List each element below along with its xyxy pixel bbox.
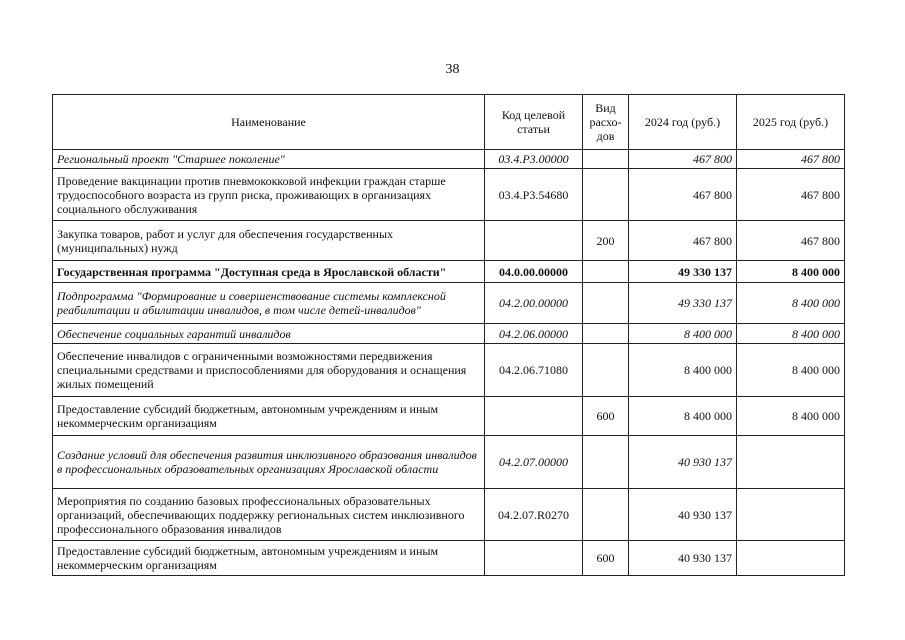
row-2025-amount-cell [737,541,845,576]
budget-body [53,150,845,576]
row-code-cell [485,397,583,436]
row-2024-amount-cell: 467 800 [629,169,737,221]
row-2024-amount-cell: 467 800 [629,221,737,261]
row-expense-type-cell: 200 [583,221,629,261]
header-code: Код целевой статьи [485,95,583,150]
table-row [53,489,845,541]
row-2025-amount-cell: 8 400 000 [737,324,845,344]
row-2025-amount-cell: 467 800 [737,169,845,221]
table-row [53,261,845,283]
row-expense-type-cell: 600 [583,541,629,576]
row-2024-amount-cell: 40 930 137 [629,489,737,541]
table-row [53,397,845,436]
row-code-cell: 03.4.Р3.00000 [485,150,583,169]
row-name-cell: Закупка товаров, работ и услуг для обеспечения государственных (муниципальных) нужд [53,221,485,261]
row-expense-type-cell [583,344,629,397]
row-2025-amount-cell: 467 800 [737,150,845,169]
table-row [53,283,845,324]
row-expense-type-cell [583,150,629,169]
row-2025-amount-cell: 8 400 000 [737,261,845,283]
row-expense-type-cell [583,489,629,541]
row-2024-amount-cell: 467 800 [629,150,737,169]
row-code-cell: 04.2.07.R0270 [485,489,583,541]
budget-table [52,94,845,576]
header-2024: 2024 год (руб.) [629,95,737,150]
table-row [53,221,845,261]
row-code-cell [485,221,583,261]
row-2024-amount-cell: 8 400 000 [629,324,737,344]
row-name-cell: Региональный проект "Старшее поколение" [53,150,485,169]
row-expense-type-cell [583,261,629,283]
row-code-cell: 04.2.07.00000 [485,436,583,489]
row-code-cell: 04.2.06.71080 [485,344,583,397]
row-expense-type-cell [583,436,629,489]
row-2025-amount-cell: 8 400 000 [737,283,845,324]
header-expense-type: Вид расхо-дов [583,95,629,150]
row-code-cell: 04.2.00.00000 [485,283,583,324]
row-2025-amount-cell [737,489,845,541]
table-row [53,344,845,397]
row-name-cell: Предоставление субсидий бюджетным, автономным учреждениям и иным некоммерческим организациям [53,397,485,436]
row-name-cell: Обеспечение социальных гарантий инвалидов [53,324,485,344]
header-name: Наименование [53,95,485,150]
row-code-cell: 03.4.Р3.54680 [485,169,583,221]
row-2024-amount-cell: 8 400 000 [629,397,737,436]
page-number: 38 [445,62,460,77]
row-expense-type-cell: 600 [583,397,629,436]
row-name-cell: Проведение вакцинации против пневмококковой инфекции граждан старше трудоспособного возраста из групп риска, проживающих в организациях социального обслуживания [53,169,485,221]
row-2025-amount-cell: 8 400 000 [737,344,845,397]
row-expense-type-cell [583,169,629,221]
row-name-cell: Предоставление субсидий бюджетным, автономным учреждениям и иным некоммерческим организациям [53,541,485,576]
row-code-cell [485,541,583,576]
row-2025-amount-cell [737,436,845,489]
table-row [53,150,845,169]
row-expense-type-cell [583,283,629,324]
row-2024-amount-cell: 8 400 000 [629,344,737,397]
table-row [53,169,845,221]
table-row [53,324,845,344]
row-2024-amount-cell: 40 930 137 [629,541,737,576]
row-2025-amount-cell: 467 800 [737,221,845,261]
row-name-cell: Государственная программа "Доступная среда в Ярославской области" [53,261,485,283]
table-row [53,541,845,576]
row-code-cell: 04.2.06.00000 [485,324,583,344]
row-name-cell: Мероприятия по созданию базовых профессиональных образовательных организаций, обеспечивающих поддержку региональных систем инклюзивного профессионального образования инвалидов [53,489,485,541]
table-header-row [53,95,845,150]
row-name-cell: Подпрограмма "Формирование и совершенствование системы комплексной реабилитации и абилитации инвалидов, в том числе детей-инвалидов" [53,283,485,324]
row-2024-amount-cell: 40 930 137 [629,436,737,489]
row-name-cell: Обеспечение инвалидов с ограниченными возможностями передвижения специальными средствами и приспособлениями для оборудования и оснащения жилых помещений [53,344,485,397]
header-2025: 2025 год (руб.) [737,95,845,150]
row-2024-amount-cell: 49 330 137 [629,261,737,283]
row-2025-amount-cell: 8 400 000 [737,397,845,436]
row-name-cell: Создание условий для обеспечения развития инклюзивного образования инвалидов в профессиональных образовательных организациях Ярославской области [53,436,485,489]
row-code-cell: 04.0.00.00000 [485,261,583,283]
table-row [53,436,845,489]
row-2024-amount-cell: 49 330 137 [629,283,737,324]
row-expense-type-cell [583,324,629,344]
